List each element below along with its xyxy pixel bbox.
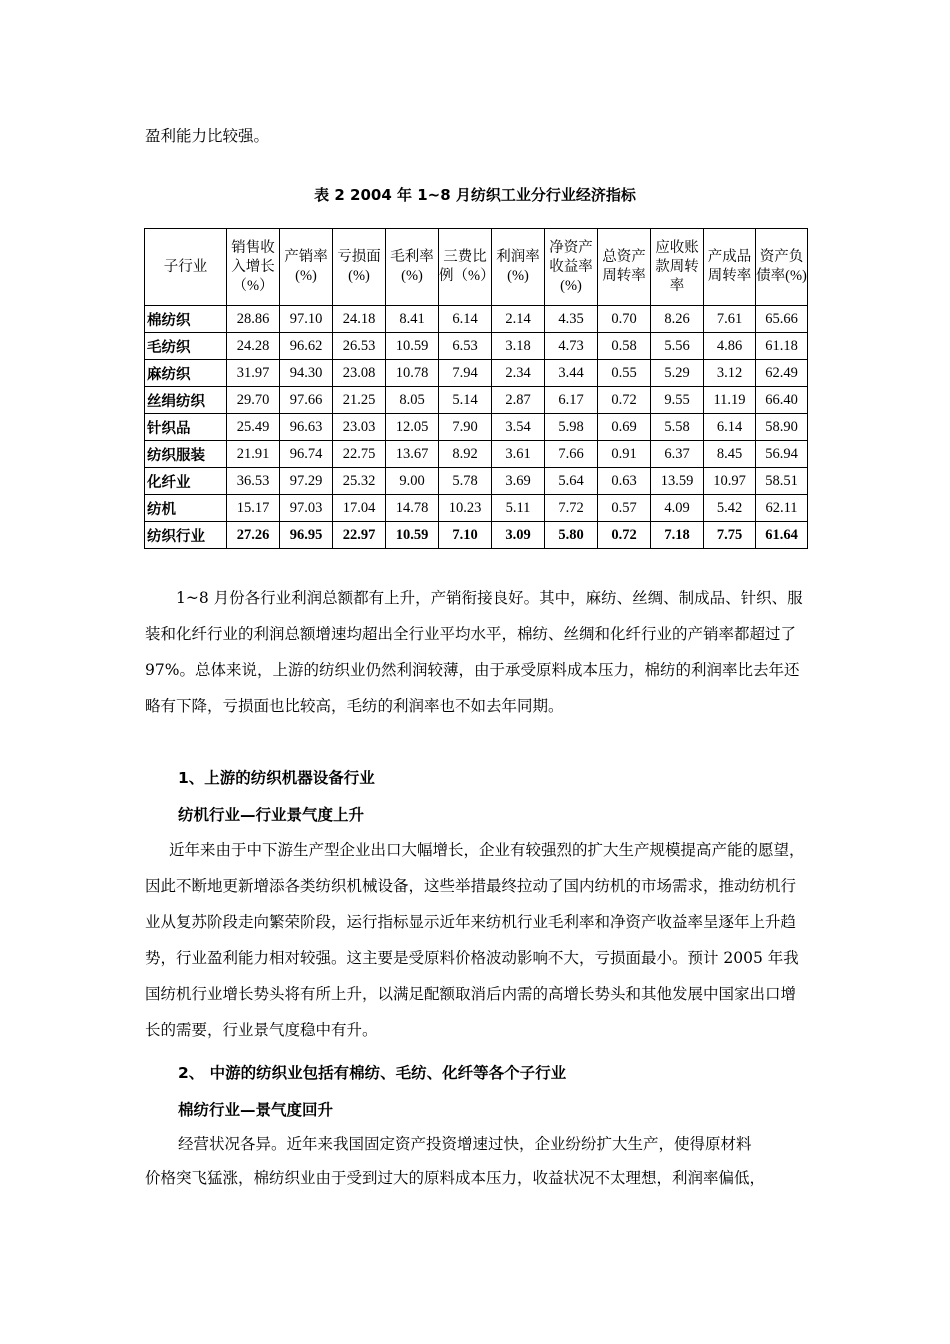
data-cell: 97.66 <box>280 387 333 414</box>
row-label-cell: 化纤业 <box>145 468 227 495</box>
data-cell: 5.78 <box>439 468 492 495</box>
header-cell: 产成品周转率 <box>704 229 756 306</box>
data-cell: 12.05 <box>386 414 439 441</box>
data-cell: 8.05 <box>386 387 439 414</box>
table-row <box>145 441 808 468</box>
data-cell: 0.58 <box>598 333 651 360</box>
data-cell: 6.14 <box>704 414 756 441</box>
table-body <box>145 306 808 549</box>
row-label-cell: 针织品 <box>145 414 227 441</box>
data-cell: 10.23 <box>439 495 492 522</box>
data-cell: 5.29 <box>651 360 704 387</box>
row-label-cell: 毛纺织 <box>145 333 227 360</box>
data-cell: 24.18 <box>333 306 386 333</box>
data-cell: 0.72 <box>598 522 651 549</box>
data-cell: 7.94 <box>439 360 492 387</box>
data-cell: 5.64 <box>545 468 598 495</box>
data-cell: 25.32 <box>333 468 386 495</box>
data-cell: 27.26 <box>227 522 280 549</box>
table-row <box>145 306 808 333</box>
data-cell: 96.62 <box>280 333 333 360</box>
table-row <box>145 495 808 522</box>
table-row <box>145 360 808 387</box>
intro-line: 盈利能力比较强。 <box>145 127 270 145</box>
data-cell: 5.14 <box>439 387 492 414</box>
data-cell: 7.10 <box>439 522 492 549</box>
data-cell: 3.44 <box>545 360 598 387</box>
header-cell: 资产负债率(%) <box>756 229 808 306</box>
header-cell: 净资产收益率(%) <box>545 229 598 306</box>
data-cell: 21.91 <box>227 441 280 468</box>
data-cell: 3.69 <box>492 468 545 495</box>
indicator-table <box>144 228 808 549</box>
data-cell: 3.61 <box>492 441 545 468</box>
data-cell: 0.63 <box>598 468 651 495</box>
data-cell: 58.90 <box>756 414 808 441</box>
data-cell: 7.72 <box>545 495 598 522</box>
data-cell: 61.64 <box>756 522 808 549</box>
data-cell: 4.09 <box>651 495 704 522</box>
subheading-2: 棉纺行业—景气度回升 <box>178 1101 334 1119</box>
row-label-cell: 麻纺织 <box>145 360 227 387</box>
data-cell: 7.61 <box>704 306 756 333</box>
data-cell: 25.49 <box>227 414 280 441</box>
data-cell: 0.69 <box>598 414 651 441</box>
data-cell: 56.94 <box>756 441 808 468</box>
data-cell: 28.86 <box>227 306 280 333</box>
data-cell: 6.17 <box>545 387 598 414</box>
data-cell: 2.14 <box>492 306 545 333</box>
data-cell: 23.08 <box>333 360 386 387</box>
data-cell: 61.18 <box>756 333 808 360</box>
data-cell: 62.49 <box>756 360 808 387</box>
data-cell: 4.86 <box>704 333 756 360</box>
data-cell: 8.26 <box>651 306 704 333</box>
data-cell: 13.59 <box>651 468 704 495</box>
data-cell: 0.91 <box>598 441 651 468</box>
data-cell: 22.97 <box>333 522 386 549</box>
header-cell: 利润率(%) <box>492 229 545 306</box>
data-cell: 10.59 <box>386 522 439 549</box>
header-cell: 亏损面(%) <box>333 229 386 306</box>
header-cell: 销售收入增长（%） <box>227 229 280 306</box>
data-cell: 6.37 <box>651 441 704 468</box>
table-row <box>145 468 808 495</box>
data-cell: 7.66 <box>545 441 598 468</box>
data-cell: 96.74 <box>280 441 333 468</box>
table-row <box>145 387 808 414</box>
data-cell: 6.53 <box>439 333 492 360</box>
row-label-cell: 纺织服装 <box>145 441 227 468</box>
paragraph-2: 近年来由于中下游生产型企业出口大幅增长，企业有较强烈的扩大生产规模提高产能的愿望，因此不断地更新增添各类纺织机械设备，这些举措最终拉动了国内纺机的市场需求，推动纺机行业从复苏阶段走向繁荣阶段，运行指标显示近年来纺机行业毛利率和净资产收益率呈逐年上升趋势，行业盈利能力相对较强。这主要是受原料价格波动影响不大，亏损面最小。预计 2005 年我国纺机行业增长势头将有所上升，以满足配额取消后内需的高增长势头和其他发展中国家出口增长的需要，行业景气度稳中有升。 <box>145 841 805 1039</box>
data-cell: 23.03 <box>333 414 386 441</box>
row-label-cell: 纺织行业 <box>145 522 227 549</box>
data-cell: 15.17 <box>227 495 280 522</box>
header-cell: 应收账款周转率 <box>651 229 704 306</box>
data-cell: 10.59 <box>386 333 439 360</box>
section-heading-2: 2、 中游的纺织业包括有棉纺、毛纺、化纤等各个子行业 <box>178 1064 567 1082</box>
data-cell: 5.80 <box>545 522 598 549</box>
table-row <box>145 522 808 549</box>
header-cell: 总资产周转率 <box>598 229 651 306</box>
data-cell: 17.04 <box>333 495 386 522</box>
data-cell: 0.57 <box>598 495 651 522</box>
table-caption: 表 2 2004 年 1~8 月纺织工业分行业经济指标 <box>314 186 636 204</box>
data-cell: 2.34 <box>492 360 545 387</box>
table-row <box>145 414 808 441</box>
data-cell: 14.78 <box>386 495 439 522</box>
data-cell: 96.63 <box>280 414 333 441</box>
section-heading-1: 1、上游的纺织机器设备行业 <box>178 769 375 787</box>
data-cell: 3.54 <box>492 414 545 441</box>
header-cell: 毛利率(%) <box>386 229 439 306</box>
data-cell: 21.25 <box>333 387 386 414</box>
data-cell: 62.11 <box>756 495 808 522</box>
data-cell: 29.70 <box>227 387 280 414</box>
data-cell: 24.28 <box>227 333 280 360</box>
data-cell: 97.29 <box>280 468 333 495</box>
data-cell: 2.87 <box>492 387 545 414</box>
data-cell: 8.45 <box>704 441 756 468</box>
data-cell: 5.98 <box>545 414 598 441</box>
data-cell: 9.00 <box>386 468 439 495</box>
data-cell: 8.92 <box>439 441 492 468</box>
data-cell: 6.14 <box>439 306 492 333</box>
table-row <box>145 333 808 360</box>
data-cell: 5.11 <box>492 495 545 522</box>
row-label-cell: 丝绢纺织 <box>145 387 227 414</box>
data-cell: 94.30 <box>280 360 333 387</box>
data-cell: 10.97 <box>704 468 756 495</box>
subheading-1: 纺机行业—行业景气度上升 <box>178 806 365 824</box>
data-cell: 96.95 <box>280 522 333 549</box>
data-cell: 36.53 <box>227 468 280 495</box>
paragraph-3-line-1: 经营状况各异。近年来我国固定资产投资增速过快，企业纷纷扩大生产，使得原材料 <box>178 1135 752 1153</box>
row-label-cell: 棉纺织 <box>145 306 227 333</box>
header-cell: 子行业 <box>145 229 227 306</box>
data-cell: 7.75 <box>704 522 756 549</box>
data-cell: 58.51 <box>756 468 808 495</box>
data-cell: 7.90 <box>439 414 492 441</box>
data-cell: 26.53 <box>333 333 386 360</box>
data-cell: 3.18 <box>492 333 545 360</box>
data-cell: 9.55 <box>651 387 704 414</box>
data-cell: 31.97 <box>227 360 280 387</box>
data-cell: 3.09 <box>492 522 545 549</box>
data-cell: 97.03 <box>280 495 333 522</box>
paragraph-1: 1~8 月份各行业利润总额都有上升，产销衔接良好。其中，麻纺、丝绸、制成品、针织、服装和化纤行业的利润总额增速均超出全行业平均水平，棉纺、丝绸和化纤行业的产销率都超过了 97%。总体来说，上游的纺织业仍然利润较薄，由于承受原料成本压力，棉纺的利润率比去年还略有下降，亏损面也比较高，毛纺的利润率也不如去年同期。 <box>145 589 803 715</box>
data-cell: 0.72 <box>598 387 651 414</box>
table-header-row <box>145 229 808 306</box>
data-cell: 66.40 <box>756 387 808 414</box>
data-cell: 5.42 <box>704 495 756 522</box>
data-cell: 0.70 <box>598 306 651 333</box>
header-cell: 三费比例（%） <box>439 229 492 306</box>
data-cell: 22.75 <box>333 441 386 468</box>
data-cell: 0.55 <box>598 360 651 387</box>
data-cell: 65.66 <box>756 306 808 333</box>
data-cell: 5.58 <box>651 414 704 441</box>
data-cell: 10.78 <box>386 360 439 387</box>
data-cell: 11.19 <box>704 387 756 414</box>
data-cell: 7.18 <box>651 522 704 549</box>
paragraph-3-line-2: 价格突飞猛涨，棉纺织业由于受到过大的原料成本压力，收益状况不太理想，利润率偏低， <box>145 1169 766 1187</box>
data-cell: 13.67 <box>386 441 439 468</box>
header-cell: 产销率(%) <box>280 229 333 306</box>
data-cell: 5.56 <box>651 333 704 360</box>
data-cell: 97.10 <box>280 306 333 333</box>
data-cell: 4.73 <box>545 333 598 360</box>
data-cell: 8.41 <box>386 306 439 333</box>
row-label-cell: 纺机 <box>145 495 227 522</box>
data-cell: 4.35 <box>545 306 598 333</box>
data-cell: 3.12 <box>704 360 756 387</box>
